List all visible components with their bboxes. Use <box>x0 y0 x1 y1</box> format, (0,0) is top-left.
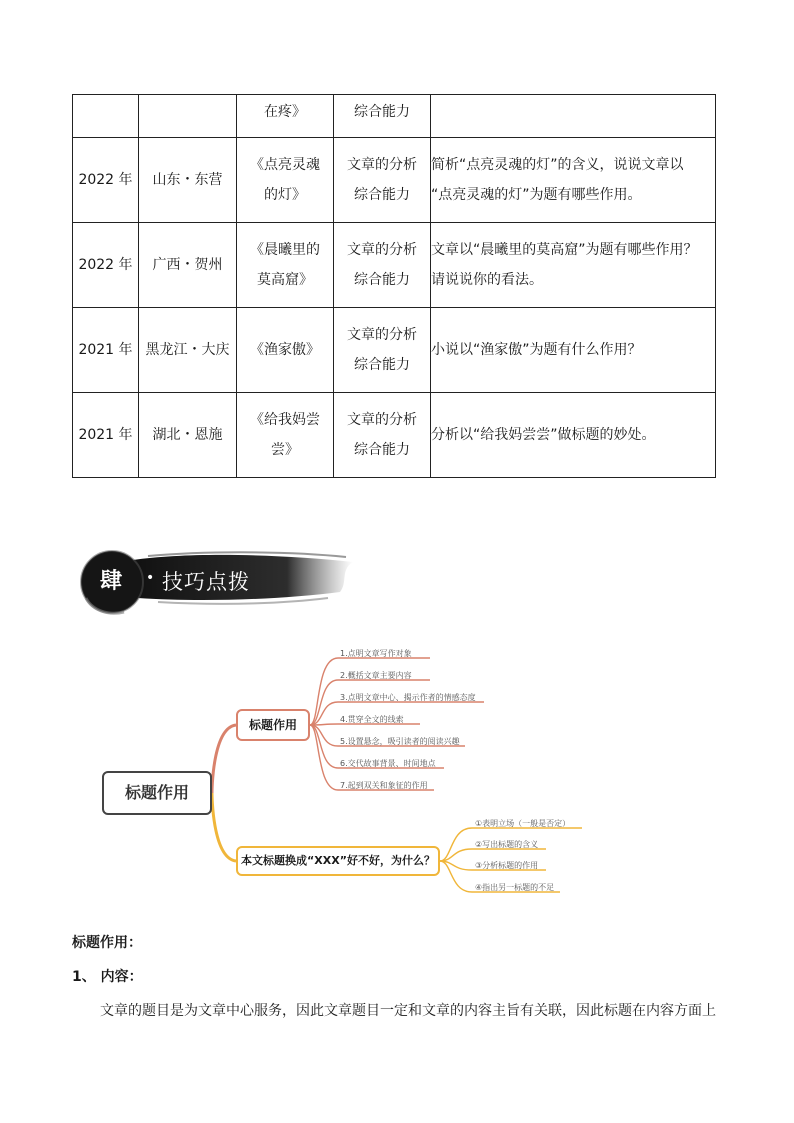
skill-line: 综合能力 <box>354 272 410 288</box>
table-row <box>73 223 716 308</box>
year-cell: 2022 年 <box>73 223 139 308</box>
item-heading: 1、 内容： <box>72 969 143 985</box>
title-line: 尝》 <box>271 442 299 458</box>
mind-map-leaf: 1.点明文章写作对象 <box>340 649 412 658</box>
question-cell <box>431 223 716 308</box>
mind-map-leaf: 2.概括文章主要内容 <box>340 671 412 680</box>
title-cell <box>237 308 334 393</box>
mind-map-leaf: 3.点明文章中心、揭示作者的情感态度 <box>340 693 476 702</box>
skill-cell <box>334 308 431 393</box>
mind-map-leaf: ①表明立场（一般是否定） <box>475 819 571 828</box>
banner-dot: • <box>146 570 155 586</box>
mind-map-root: 标题作用 <box>102 771 212 815</box>
skill-cell <box>334 223 431 308</box>
question-cell <box>431 95 716 138</box>
skill-line: 综合能力 <box>354 187 410 203</box>
section-heading: 标题作用： <box>72 935 142 951</box>
question-line: 文章以“晨曦里的莫高窟”为题有哪些作用？ <box>431 242 698 258</box>
section-banner <box>78 548 358 618</box>
question-line: “点亮灵魂的灯”为题有哪些作用。 <box>431 187 642 203</box>
place-cell: 湖北・恩施 <box>139 393 237 478</box>
title-line: 的灯》 <box>264 187 306 203</box>
skill-line: 文章的分析 <box>347 157 417 173</box>
table-row <box>73 138 716 223</box>
year-cell: 2022 年 <box>73 138 139 223</box>
body-paragraph: 文章的题目是为文章中心服务，因此文章题目一定和文章的内容主旨有关联，因此标题在内容方面上 <box>100 1003 716 1019</box>
skill-line: 文章的分析 <box>347 412 417 428</box>
year-cell: 2021 年 <box>73 393 139 478</box>
skill-line: 文章的分析 <box>347 242 417 258</box>
skill-cell <box>334 393 431 478</box>
title-line: 《晨曦里的 <box>250 242 320 258</box>
skill-cell <box>334 138 431 223</box>
mind-map-leaf: 4.贯穿全文的线索 <box>340 715 404 724</box>
section-number: 肆 <box>100 568 123 594</box>
mind-map-leaf: 5.设置悬念，吸引读者的阅读兴趣 <box>340 737 460 746</box>
question-cell <box>431 393 716 478</box>
table-row <box>73 393 716 478</box>
title-line: 《给我妈尝 <box>250 412 320 428</box>
title-line: 莫高窟》 <box>257 272 313 288</box>
section-title: 技巧点拨 <box>162 570 250 594</box>
exam-question-table <box>72 94 716 478</box>
question-cell <box>431 138 716 223</box>
title-cell: 在疼》 <box>237 95 334 138</box>
place-cell: 山东・东营 <box>139 138 237 223</box>
mind-map <box>100 640 600 900</box>
title-cell <box>237 393 334 478</box>
question-line: 请说说你的看法。 <box>431 272 543 288</box>
skill-line: 综合能力 <box>354 442 410 458</box>
skill-line: 综合能力 <box>354 357 410 373</box>
mind-map-leaf: ④指出另一标题的不足 <box>475 883 555 892</box>
title-cell <box>237 138 334 223</box>
place-cell: 黑龙江・大庆 <box>139 308 237 393</box>
table-row <box>73 95 716 138</box>
title-line: 《点亮灵魂 <box>250 157 320 173</box>
skill-line: 文章的分析 <box>347 327 417 343</box>
mind-map-leaf: ③分析标题的作用 <box>475 861 539 870</box>
place-cell <box>139 95 237 138</box>
question-line: 简析“点亮灵魂的灯”的含义，说说文章以 <box>431 157 684 173</box>
table-row <box>73 308 716 393</box>
question-line: 分析以“给我妈尝尝”做标题的妙处。 <box>431 427 656 443</box>
title-line: 《渔家傲》 <box>250 342 320 358</box>
question-line: 小说以“渔家傲”为题有什么作用？ <box>431 342 642 358</box>
year-cell <box>73 95 139 138</box>
mind-map-branch-title-replace: 本文标题换成“XXX”好不好，为什么？ <box>236 846 440 876</box>
mind-map-leaf: 7.起到双关和象征的作用 <box>340 781 428 790</box>
skill-cell: 综合能力 <box>334 95 431 138</box>
mind-map-branch-title-function: 标题作用 <box>236 709 310 741</box>
mind-map-leaf: 6.交代故事背景、时间地点 <box>340 759 436 768</box>
mind-map-leaf: ②写出标题的含义 <box>475 840 539 849</box>
year-cell: 2021 年 <box>73 308 139 393</box>
place-cell: 广西・贺州 <box>139 223 237 308</box>
title-cell <box>237 223 334 308</box>
question-cell <box>431 308 716 393</box>
